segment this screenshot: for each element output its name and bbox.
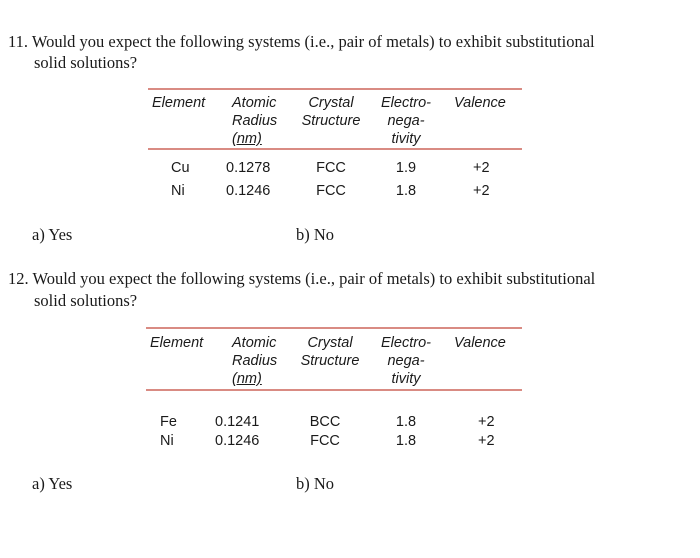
option-b[interactable]: b) No	[296, 225, 335, 244]
header-electronegativity: Electro- nega- tivity	[381, 335, 431, 387]
option-a[interactable]: a) Yes	[32, 225, 73, 244]
header-element: Element	[152, 95, 206, 111]
question-number: 12.	[8, 269, 29, 288]
header-valence: Valence	[454, 95, 506, 111]
header-electronegativity: Electro- nega- tivity	[381, 95, 431, 147]
question-text: Would you expect the following systems (i.e., pair of metals) to exhibit substitutional	[32, 269, 596, 288]
question-12-text-line1	[8, 268, 595, 289]
header-atomic-radius: Atomic Radius (nm)	[232, 335, 278, 387]
question-11-text-line2: solid solutions?	[34, 53, 138, 72]
table-header-rule	[148, 148, 522, 150]
option-a[interactable]: a) Yes	[32, 474, 73, 493]
table-top-rule	[148, 88, 522, 90]
table-top-rule	[146, 327, 522, 329]
header-valence: Valence	[454, 335, 506, 351]
header-crystal-structure: Crystal Structure	[300, 335, 360, 369]
header-element: Element	[150, 335, 204, 351]
header-atomic-radius: Atomic Radius (nm)	[232, 95, 278, 147]
question-number: 11.	[8, 32, 29, 51]
question-11-text-line1	[8, 31, 595, 52]
option-b[interactable]: b) No	[296, 474, 335, 493]
header-crystal-structure: Crystal Structure	[301, 95, 361, 129]
question-12-text-line2: solid solutions?	[34, 291, 138, 310]
question-text: Would you expect the following systems (i.e., pair of metals) to exhibit substitutional	[31, 32, 595, 51]
table-header-rule	[146, 389, 522, 391]
